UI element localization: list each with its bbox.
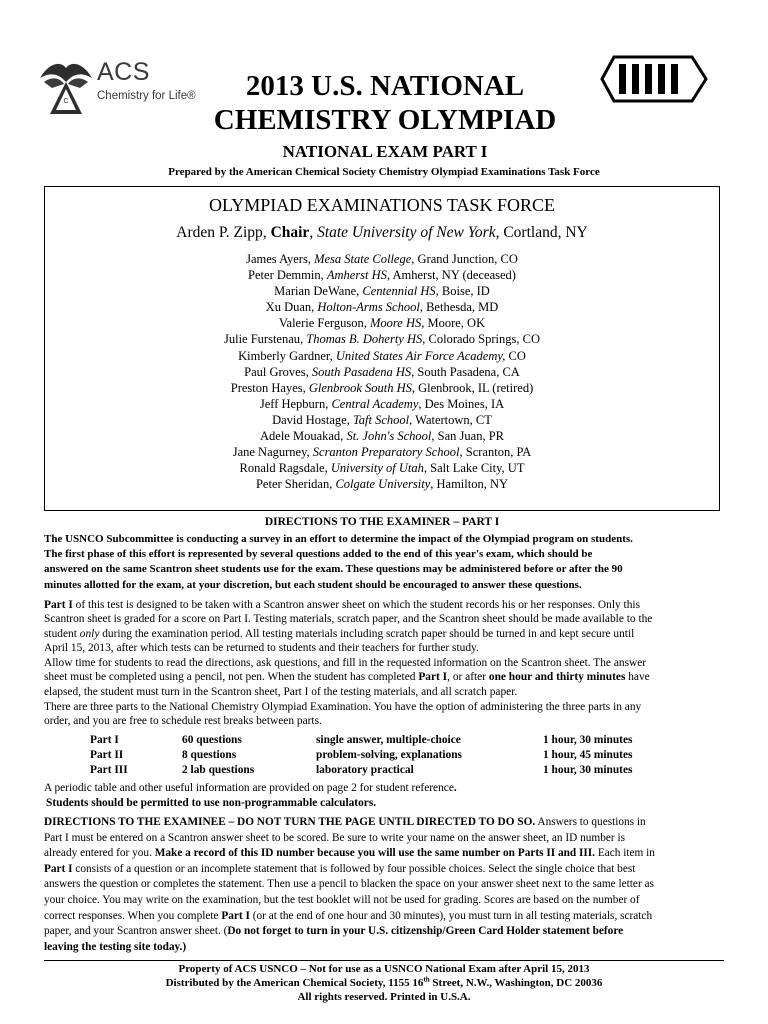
member-location: San Juan, PR [434, 429, 504, 444]
p2-line2-bold2: one hour and thirty minutes [488, 671, 626, 684]
olympiad-hexagon-icon [600, 54, 708, 104]
task-force-member [45, 331, 719, 347]
acs-wordmark: ACS [97, 58, 150, 86]
examinee-l6: your choice. You may write on the examination, but the test booklet will not be used for grading. Scores are based on the number of [44, 893, 640, 906]
chair-sep: , [309, 224, 318, 241]
member-name: Preston Hayes, [230, 380, 309, 395]
task-force-member [45, 283, 719, 299]
acs-tagline: Chemistry for Life® [97, 90, 196, 102]
member-location: , Colorado Springs, CO [422, 332, 540, 347]
examiner-paragraph-1 [44, 598, 724, 656]
task-force-member [45, 299, 719, 315]
examinee-l5: answers the question or completes the statement. Then use a pencil to blacken the space on your answer sheet next to the same letter as [44, 878, 654, 891]
examinee-l8-bold: Do not forget to turn in your U.S. citizenship/Green Card Holder statement before [227, 925, 624, 938]
member-location: , Bethesda, MD [419, 300, 499, 315]
member-location: , Amherst, NY (deceased) [386, 268, 516, 283]
member-location: CO [505, 348, 526, 363]
task-force-member [45, 476, 719, 492]
olympiad-logo [600, 54, 708, 104]
p2-line2c: have [625, 671, 650, 684]
p1-bold: Part I [44, 599, 73, 611]
p1-line3a: student [44, 627, 80, 640]
task-force-chair [45, 224, 719, 242]
examinee-l7b: (or at the end of one hour and 30 minutes), you must turn in all testing materials, scratch [249, 909, 653, 922]
survey-line: minutes allotted for the exam, at your discretion, but each student should be encouraged to answer these questions. [44, 578, 582, 591]
member-location: Salt Lake City, UT [427, 461, 525, 476]
member-name: Julie Furstenau, [224, 332, 307, 347]
member-location: , Grand Junction, CO [411, 252, 518, 266]
member-school: Glenbrook South HS [308, 380, 412, 395]
member-name: Peter Sheridan, [255, 477, 336, 492]
task-force-member [45, 460, 719, 476]
survey-line: The first phase of this effort is represented by several questions added to the end of this year's exam, which should be [44, 548, 593, 561]
member-name: Jeff Hepburn, [259, 396, 332, 411]
examiner-paragraph-2 [44, 656, 724, 699]
p2-line2b: , or after [447, 671, 489, 684]
chair-title: Chair [270, 224, 310, 241]
exam-part-time: 1 hour, 45 minutes [543, 748, 633, 761]
task-force-member [45, 251, 719, 267]
member-school: University of Utah, [330, 461, 428, 476]
exam-subtitle: NATIONAL EXAM PART I [282, 142, 488, 161]
member-school: Mesa State College [314, 252, 412, 266]
examinee-l9-bold: leaving the testing site today.) [44, 940, 187, 953]
chair-name: Arden P. Zipp, [176, 224, 271, 241]
p1-text: of this test is designed to be taken with a Scantron answer sheet on which the student records his or her responses. Only this [72, 599, 640, 611]
p3-line2: order, and you are free to schedule rest breaks between parts. [44, 715, 322, 728]
p1-line3-italic: only [79, 627, 100, 640]
member-name: David Hostage, [272, 412, 353, 427]
exam-title-line2: CHEMISTRY OLYMPIAD [213, 104, 557, 136]
member-school: Taft School [352, 412, 410, 427]
member-location: , Des Moines, IA [418, 396, 505, 411]
exam-part-time: 1 hour, 30 minutes [543, 763, 633, 776]
member-school: United States Air Force Academy, [335, 348, 506, 363]
task-force-member [45, 364, 719, 380]
task-force-member [45, 267, 719, 283]
examiner-directions-heading: DIRECTIONS TO THE EXAMINER – PART I [264, 516, 500, 528]
member-location: , Glenbrook, IL (retired) [411, 380, 534, 395]
examinee-l8a: paper, and your Scantron answer sheet. ( [44, 925, 228, 938]
member-school: Scranton Preparatory School [312, 445, 460, 460]
member-school: Holton-Arms School [317, 300, 420, 315]
exam-part-row [90, 749, 660, 764]
member-name: Ronald Ragsdale, [239, 461, 331, 476]
examinee-heading: DIRECTIONS TO THE EXAMINEE – DO NOT TURN THE PAGE UNTIL DIRECTED TO DO SO. [44, 816, 536, 828]
task-force-heading: OLYMPIAD EXAMINATIONS TASK FORCE [209, 195, 555, 215]
examinee-l7a: correct responses. When you complete [44, 909, 222, 922]
prepared-by: Prepared by the American Chemical Society Chemistry Olympiad Examinations Task Force [168, 166, 600, 178]
exam-parts-table [90, 734, 660, 778]
member-school: Amherst HS [326, 268, 387, 283]
member-school: Colgate University [335, 477, 431, 492]
task-force-member [45, 315, 719, 331]
task-force-member [45, 396, 719, 412]
exam-part-row [90, 734, 660, 749]
member-name: Marian DeWane, [274, 284, 363, 299]
member-school: Central Academy [331, 396, 419, 411]
exam-title-line1: 2013 U.S. NATIONAL [245, 70, 525, 102]
member-school: South Pasadena HS [311, 364, 412, 379]
footer-distributed-b: Street, N.W., Washington, DC 20036 [429, 977, 603, 989]
task-force-member [45, 348, 719, 364]
examinee-l1: Answers to questions in [535, 816, 646, 828]
task-force-member [45, 380, 719, 396]
exam-part-type: single answer, multiple-choice [316, 734, 461, 746]
calculator-note: Students should be permitted to use non-programmable calculators. [46, 797, 377, 809]
member-name: Kimberly Gardner, [238, 348, 336, 363]
footer-distributed [44, 977, 724, 989]
svg-text:C: C [63, 98, 69, 105]
examinee-directions [44, 815, 724, 955]
exam-part-part: Part I [90, 734, 119, 746]
examinee-l3b: Each item in [595, 847, 655, 860]
p2-line3: elapsed, the student must turn in the Scantron sheet, Part I of the testing materials, and all scratch paper. [44, 685, 518, 698]
examinee-l4: consists of a question or an incomplete statement that is followed by four possible choices. Select the single choice that best [72, 862, 636, 875]
exam-part-part: Part II [90, 748, 124, 761]
periodic-table-note [44, 782, 724, 794]
task-force-member [45, 444, 719, 460]
p1-line4: April 15, 2013, after which tests can be returned to students and their teachers for further study. [44, 642, 479, 655]
exam-part-questions: 8 questions [182, 748, 237, 761]
examinee-l3a: already entered for you. [44, 847, 155, 860]
p2-line2a: sheet must be completed using a pencil, not pen. When the student has completed [44, 671, 419, 684]
member-location: , Moore, OK [421, 316, 486, 331]
exam-part-part: Part III [90, 763, 128, 776]
exam-part-row [90, 764, 660, 779]
member-list [45, 251, 719, 492]
member-name: Adele Mouakad, [260, 429, 347, 444]
task-force-member [45, 412, 719, 428]
survey-notice [44, 532, 724, 593]
member-location: , Boise, ID [435, 284, 490, 299]
footer-divider [44, 960, 724, 961]
member-location: , Watertown, CT [409, 412, 492, 427]
examiner-paragraph-3 [44, 700, 724, 729]
exam-part-type: problem-solving, explanations [316, 748, 462, 761]
footer-rights: All rights reserved. Printed in U.S.A. [297, 991, 471, 1003]
member-name: Peter Demmin, [248, 268, 327, 283]
survey-line: The USNCO Subcommittee is conducting a survey in an effort to determine the impact of the Olympiad program on students. [44, 533, 633, 545]
survey-line: answered on the same Scantron sheet students use for the exam. These questions may be administered before or after the 90 [44, 563, 623, 576]
exam-part-type: laboratory practical [316, 763, 414, 776]
member-name: Xu Duan, [265, 300, 318, 315]
member-location: , Scranton, PA [459, 445, 532, 460]
chair-school: State University of New York, [317, 224, 500, 241]
chair-location: Cortland, NY [499, 224, 588, 241]
examinee-l3-bold: Make a record of this ID number because you will use the same number on Parts II and III. [154, 847, 596, 860]
member-location: , Hamilton, NY [430, 477, 509, 492]
acs-eagle-emblem-icon [38, 58, 94, 120]
member-school: St. John's School, [346, 429, 435, 444]
member-location: , South Pasadena, CA [411, 364, 520, 379]
periodic-text: A periodic table and other useful information are provided on page 2 for student reference [44, 782, 454, 794]
p3-line1: There are three parts to the National Chemistry Olympiad Examination. You have the option of administering the three parts in any [44, 701, 642, 713]
periodic-period: . [453, 782, 457, 794]
footer-property: Property of ACS USNCO – Not for use as a USNCO National Exam after April 15, 2013 [178, 963, 590, 975]
member-name: Valerie Ferguson, [278, 316, 370, 331]
p2-line2-bold1: Part I [418, 671, 448, 684]
exam-part-time: 1 hour, 30 minutes [543, 734, 633, 746]
member-name: Jane Nagurney, [232, 445, 313, 460]
member-name: Paul Groves, [244, 364, 312, 379]
member-school: Centennial HS [362, 284, 436, 299]
p1-line3b: during the examination period. All testing materials including scratch paper should be turned in and kept secure until [99, 627, 635, 640]
task-force-box [44, 186, 720, 511]
footer-sup: th [423, 975, 430, 984]
member-name: James Ayers, [246, 252, 315, 266]
member-school: Thomas B. Doherty HS [306, 332, 423, 347]
footer-distributed-a: Distributed by the American Chemical Society, 1155 16 [165, 977, 424, 989]
examinee-l2: Part I must be entered on a Scantron answer sheet to be scored. Be sure to write your name on the answer sheet, an ID number is [44, 831, 625, 844]
examinee-l4-bold: Part I [44, 862, 73, 875]
member-school: Moore HS [369, 316, 422, 331]
examinee-l7-bold: Part I [221, 909, 250, 922]
task-force-member [45, 428, 719, 444]
p2-line1: Allow time for students to read the directions, ask questions, and fill in the requested information on the Scantron sheet. The answer [44, 657, 647, 669]
p1-line2: Scantron sheet is graded for a score on Part I. Testing materials, scratch paper, and the Scantron sheet should be made available to the [44, 613, 653, 626]
exam-part-questions: 2 lab questions [182, 763, 255, 776]
exam-part-questions: 60 questions [182, 734, 242, 746]
